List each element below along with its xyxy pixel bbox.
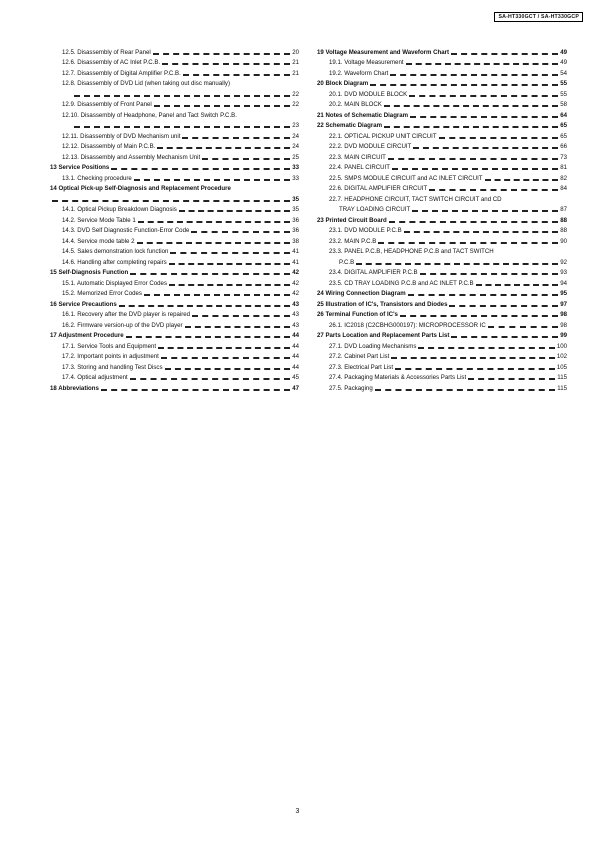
toc-entry	[50, 109, 299, 120]
toc-entry	[50, 204, 299, 215]
toc-leader-line	[134, 179, 290, 181]
toc-entry	[50, 67, 299, 78]
toc-entry-page: 47	[292, 384, 299, 392]
toc-entry	[50, 309, 299, 320]
toc-entry-page: 23	[292, 122, 299, 129]
toc-entry	[317, 99, 567, 110]
toc-entry-page: 24	[292, 143, 299, 150]
toc-entry-page: 88	[560, 216, 567, 224]
toc-leader-line	[406, 63, 559, 65]
toc-leader-line	[74, 95, 290, 97]
toc-leader-line	[138, 221, 290, 223]
toc-entry	[317, 351, 567, 362]
toc-entry-page: 43	[292, 311, 299, 318]
toc-entry-page: 44	[292, 332, 299, 339]
toc-entry-page: 22	[292, 90, 299, 98]
toc-entry	[317, 309, 567, 320]
toc-leader-line	[400, 315, 558, 317]
toc-entry	[50, 340, 299, 351]
toc-entry-page: 95	[560, 290, 567, 297]
toc-entry-title: 20 Block Diagram	[317, 80, 369, 87]
toc-entry	[317, 235, 567, 246]
toc-entry-page: 81	[560, 164, 567, 171]
toc-entry	[50, 130, 299, 141]
toc-leader-line	[429, 189, 558, 191]
toc-entry-title: 22.1. OPTICAL PICKUP UNIT CIRCUIT	[329, 132, 437, 140]
toc-leader-line	[165, 368, 291, 370]
toc-entry	[317, 130, 567, 141]
toc-leader-line	[392, 168, 558, 170]
toc-entry-page: 44	[292, 353, 299, 360]
toc-entry-page: 21	[292, 59, 299, 66]
toc-entry-title: 13 Service Positions	[50, 164, 110, 171]
toc-entry-page: 20	[292, 48, 299, 56]
toc-entry	[50, 193, 299, 204]
toc-entry	[317, 372, 567, 383]
toc-entry-page: 21	[292, 69, 299, 77]
toc-entry-title: 20.1. DVD MODULE BLOCK	[329, 90, 408, 98]
toc-entry	[50, 351, 299, 362]
toc-entry	[50, 267, 299, 278]
toc-leader-line	[390, 74, 558, 76]
toc-entry-page: 66	[560, 143, 567, 150]
toc-leader-line	[451, 53, 558, 55]
toc-entry-title: 14.3. DVD Self Diagnostic Function-Error Code	[62, 227, 190, 234]
toc-entry-title: 27 Parts Location and Replacement Parts List	[317, 332, 450, 339]
toc-entry-title: 12.7. Disassembly of Digital Amplifier P.C.B.	[62, 69, 181, 77]
toc-entry-title: 12.12. Disassembly of Main P.C.B.	[62, 143, 156, 150]
toc-entry-title: 23.1. DVD MODULE P.C.B	[329, 227, 402, 234]
toc-leader-line	[485, 179, 559, 181]
toc-leader-line	[169, 284, 290, 286]
toc-entry-page: 42	[292, 279, 299, 287]
toc-entry-title: 17.1. Service Tools and Equipment	[62, 342, 157, 350]
toc-entry-page: 25	[292, 153, 299, 161]
toc-leader-line	[153, 53, 290, 55]
toc-entry-page: 54	[560, 69, 567, 77]
toc-entry-page: 90	[560, 237, 567, 245]
toc-entry-page: 105	[556, 363, 567, 371]
toc-entry	[50, 382, 299, 393]
toc-entry-page: 22	[292, 101, 299, 108]
toc-entry	[317, 151, 567, 162]
toc-entry-title: 23.3. PANEL P.C.B, HEADPHONE P.C.B and TACT SWITCH	[329, 248, 494, 255]
toc-entry	[50, 151, 299, 162]
toc-entry-title: 19 Voltage Measurement and Waveform Chart	[317, 48, 450, 56]
toc-entry-page: 58	[560, 101, 567, 108]
toc-entry-page: 98	[560, 321, 567, 329]
toc-leader-line	[137, 242, 291, 244]
toc-entry	[317, 246, 567, 257]
toc-entry-page: 92	[560, 258, 567, 266]
toc-entry-page: 64	[560, 111, 567, 119]
toc-leader-line	[375, 389, 556, 391]
toc-leader-line	[162, 63, 290, 65]
toc-leader-line	[404, 231, 559, 233]
toc-entry-page: 42	[292, 290, 299, 297]
toc-entry-page: 35	[292, 206, 299, 213]
toc-entry	[317, 330, 567, 341]
toc-entry-title: 27.1. DVD Loading Mechanisms	[329, 342, 417, 350]
toc-entry-title: 22.2. DVD MODULE CIRCUIT	[329, 143, 412, 150]
toc-entry-title: 22.7. HEADPHONE CIRCUIT, TACT SWITCH CIRCUIT and CD	[329, 195, 502, 203]
toc-entry-title: 20.2. MAIN BLOCK	[329, 101, 382, 108]
toc-entry	[317, 319, 567, 330]
toc-leader-line	[130, 378, 291, 380]
toc-entry-page: 115	[557, 384, 567, 392]
toc-entry	[317, 162, 567, 173]
toc-leader-line	[409, 95, 558, 97]
toc-leader-line	[451, 336, 558, 338]
toc-entry-page: 44	[292, 363, 299, 371]
toc-entry-title: 22.5. SMPS MODULE CIRCUIT and AC INLET CIRCUIT	[329, 174, 483, 182]
toc-entry	[50, 298, 299, 309]
toc-entry-title: 13.1. Checking procedure	[62, 174, 132, 182]
toc-entry	[317, 109, 567, 120]
toc-entry	[50, 88, 299, 99]
toc-entry-page: 49	[560, 59, 567, 66]
toc-leader-line	[154, 105, 290, 107]
toc-entry	[50, 235, 299, 246]
toc-entry-title: 27.4. Packaging Materials & Accessories Parts List	[329, 374, 467, 381]
toc-leader-line	[179, 210, 290, 212]
toc-column-right	[317, 46, 567, 393]
toc-entry	[50, 57, 299, 68]
toc-entry-title: 25 Illustration of IC's, Transistors and Diodes	[317, 300, 448, 308]
toc-entry	[317, 120, 567, 131]
toc-entry-title: 23.2. MAIN P.C.B	[329, 237, 377, 245]
toc-entry-title: 12.8. Disassembly of DVD Lid (when taking out disc manually)	[62, 80, 230, 87]
toc-entry-page: 42	[292, 269, 299, 276]
toc-entry-title: 12.13. Disassembly and Assembly Mechanism Unit	[62, 153, 201, 161]
toc-entry-page: 88	[560, 227, 567, 234]
toc-leader-line	[488, 326, 558, 328]
toc-entry-page: 41	[292, 258, 299, 266]
toc-entry	[317, 46, 567, 57]
toc-entry-page: 93	[560, 269, 567, 276]
toc-entry-page: 44	[292, 342, 299, 350]
toc-entry	[317, 288, 567, 299]
toc-leader-line	[183, 74, 290, 76]
toc-leader-line	[412, 210, 558, 212]
toc-entry-title: 14.6. Handling after completing repairs	[62, 258, 167, 266]
toc-leader-line	[182, 137, 290, 139]
toc-entry-title: P.C.B	[339, 258, 355, 266]
toc-entry	[50, 330, 299, 341]
toc-leader-line	[410, 116, 558, 118]
toc-entry-title: 19.2. Waveform Chart	[329, 69, 389, 77]
toc-entry-title: 26.1. IC2018 (C2CBHG000197): MICROPROCESSOR IC	[329, 321, 486, 329]
toc-leader-line	[389, 221, 558, 223]
toc-entry-title: 12.5. Disassembly of Rear Panel	[62, 48, 151, 56]
toc-leader-line	[439, 137, 559, 139]
toc-entry	[317, 225, 567, 236]
toc-entry	[50, 78, 299, 89]
toc-entry	[50, 361, 299, 372]
toc-entry-title: 16.1. Recovery after the DVD player is repaired	[62, 311, 191, 318]
toc-entry	[317, 204, 567, 215]
toc-entry-title: 24 Wiring Connection Diagram	[317, 290, 406, 297]
toc-leader-line	[388, 158, 558, 160]
toc-entry-title: 17 Adjustment Procedure	[50, 332, 124, 339]
toc-entry-title: 23 Printed Circuit Board	[317, 216, 387, 224]
toc-entry	[317, 193, 567, 204]
toc-entry-title: 23.4. DIGITAL AMPLIFIER P.C.B	[329, 269, 418, 276]
toc-entry-page: 38	[292, 237, 299, 245]
toc-entry-page: 55	[560, 80, 567, 87]
toc-leader-line	[449, 305, 558, 307]
toc-leader-line	[101, 389, 290, 391]
toc-entry-page: 33	[292, 164, 299, 171]
toc-leader-line	[169, 263, 291, 265]
toc-entry	[50, 120, 299, 131]
page-number: 3	[295, 808, 300, 815]
toc-entry	[50, 162, 299, 173]
toc-entry-page: 87	[560, 206, 567, 213]
toc-entry-title: 27.5. Packaging	[329, 384, 373, 392]
toc-entry-title: 14.1. Optical Pickup Breakdown Diagnosis	[62, 206, 177, 213]
toc-entry-page: 65	[560, 132, 567, 140]
toc-entry-page: 43	[292, 321, 299, 329]
toc-entry-title: 16 Service Precautions	[50, 300, 117, 308]
toc-entry	[50, 288, 299, 299]
toc-leader-line	[170, 252, 290, 254]
toc-entry-page: 99	[560, 332, 567, 339]
toc-entry-title: 12.10. Disassembly of Headphone, Panel and Tact Switch P.C.B.	[62, 111, 237, 119]
toc-entry-title: 16.2. Firmware version-up of the DVD player	[62, 321, 183, 329]
toc-entry-title: 23.5. CD TRAY LOADING P.C.B and AC INLET P.C.B	[329, 279, 474, 287]
toc-leader-line	[192, 315, 290, 317]
toc-leader-line	[191, 231, 290, 233]
toc-entry-page: 45	[292, 374, 299, 381]
toc-entry-page: 24	[292, 132, 299, 140]
toc-entry-title: 12.6. Disassembly of AC Inlet P.C.B.	[62, 59, 161, 66]
toc-entry	[317, 78, 567, 89]
toc-entry	[50, 46, 299, 57]
toc-leader-line	[144, 294, 290, 296]
toc-entry-page: 100	[556, 342, 567, 350]
toc-entry-page: 41	[292, 248, 299, 255]
toc-entry-title: 14 Optical Pick-up Self-Diagnosis and Replacement Procedure	[50, 185, 231, 192]
toc-entry	[317, 183, 567, 194]
toc-entry-title: 21 Notes of Schematic Diagram	[317, 111, 409, 119]
model-number-box: SA-HT330GCT / SA-HT330GCP	[494, 12, 583, 22]
toc-entry-page: 84	[560, 185, 567, 192]
toc-entry-title: 12.11. Disassembly of DVD Mechanism unit	[62, 132, 181, 140]
toc-entry-page: 36	[292, 227, 299, 234]
toc-entry-title: 18 Abbreviations	[50, 384, 99, 392]
toc-leader-line	[74, 126, 290, 128]
toc-entry-page: 49	[560, 48, 567, 56]
toc-leader-line	[158, 347, 290, 349]
toc-leader-line	[384, 126, 558, 128]
toc-leader-line	[119, 305, 290, 307]
toc-entry-title: 26 Terminal Function of IC's	[317, 311, 398, 318]
toc-entry-title: 27.3. Electrical Part List	[329, 363, 394, 371]
toc-entry	[50, 225, 299, 236]
toc-entry-page: 115	[557, 374, 567, 381]
toc-entry-title: 15.2. Memorized Error Codes	[62, 290, 142, 297]
toc-entry-title: 15 Self-Diagnosis Function	[50, 269, 129, 276]
toc-entry	[317, 340, 567, 351]
toc-entry	[317, 361, 567, 372]
toc-entry-page: 55	[560, 90, 567, 98]
toc-entry-title: 22.4. PANEL CIRCUIT	[329, 164, 390, 171]
toc-leader-line	[420, 273, 559, 275]
toc-entry	[317, 172, 567, 183]
toc-leader-line	[356, 263, 558, 265]
toc-entry	[317, 277, 567, 288]
toc-leader-line	[161, 357, 290, 359]
toc-entry-title: 14.5. Sales demonstration lock function	[62, 248, 169, 255]
toc-entry	[50, 256, 299, 267]
toc-entry	[50, 246, 299, 257]
toc-leader-line	[130, 273, 290, 275]
toc-entry	[317, 67, 567, 78]
toc-leader-line	[202, 158, 290, 160]
toc-entry	[317, 382, 567, 393]
toc-entry-title: 22 Schematic Diagram	[317, 122, 383, 129]
toc-leader-line	[408, 294, 559, 296]
toc-entry-page: 43	[292, 300, 299, 308]
toc-entry-page: 82	[560, 174, 567, 182]
toc-entry-page: 94	[560, 279, 567, 287]
toc-entry-page: 98	[560, 311, 567, 318]
toc-entry-title: 14.4. Service mode table 2	[62, 237, 135, 245]
toc-entry	[50, 99, 299, 110]
toc-entry	[317, 267, 567, 278]
toc-entry-title: 17.2. Important points in adjustment	[62, 353, 159, 360]
toc-entry-page: 73	[560, 153, 567, 161]
toc-entry-title: 15.1. Automatic Displayed Error Codes	[62, 279, 167, 287]
toc-leader-line	[370, 84, 558, 86]
toc-leader-line	[418, 347, 554, 349]
toc-entry-title: 22.6. DIGITAL AMPLIFIER CIRCUIT	[329, 185, 428, 192]
toc-entry-page: 33	[292, 174, 299, 182]
toc-leader-line	[476, 284, 559, 286]
toc-entry	[50, 214, 299, 225]
toc-leader-line	[413, 147, 558, 149]
toc-leader-line	[126, 336, 291, 338]
toc-entry-title: 17.3. Storing and handling Test Discs	[62, 363, 163, 371]
toc-column-left	[50, 46, 299, 393]
toc-entry	[50, 319, 299, 330]
toc-entry	[317, 256, 567, 267]
toc-leader-line	[395, 368, 555, 370]
toc-leader-line	[468, 378, 555, 380]
toc-entry	[50, 172, 299, 183]
toc-entry-page: 102	[556, 353, 567, 360]
toc-entry	[317, 88, 567, 99]
toc-leader-line	[157, 147, 290, 149]
toc-entry-page: 65	[560, 122, 567, 129]
toc-entry-title: 12.9. Disassembly of Front Panel	[62, 101, 152, 108]
toc-entry-page: 35	[292, 195, 299, 203]
toc-entry-title: 19.1. Voltage Measurement	[329, 59, 404, 66]
toc-leader-line	[378, 242, 558, 244]
toc-leader-line	[391, 357, 555, 359]
toc-entry	[317, 298, 567, 309]
toc-entry-title: 14.2. Service Mode Table 1	[62, 216, 136, 224]
toc-entry	[50, 141, 299, 152]
toc-entry-page: 36	[292, 216, 299, 224]
toc-entry	[50, 277, 299, 288]
toc-entry-title: 27.2. Cabinet Part List	[329, 353, 390, 360]
toc-leader-line	[52, 200, 290, 202]
toc-entry	[50, 372, 299, 383]
toc-leader-line	[185, 326, 291, 328]
toc-entry-page: 97	[560, 300, 567, 308]
toc-entry	[317, 214, 567, 225]
toc-entry-title: 22.3. MAIN CIRCUIT	[329, 153, 386, 161]
toc-entry	[317, 57, 567, 68]
toc-entry-title: 17.4. Optical adjustment	[62, 374, 128, 381]
toc-entry	[317, 141, 567, 152]
toc-leader-line	[111, 168, 290, 170]
toc-entry-title: TRAY LOADING CIRCUIT	[339, 206, 411, 213]
toc-leader-line	[384, 105, 558, 107]
toc-entry	[50, 183, 299, 194]
